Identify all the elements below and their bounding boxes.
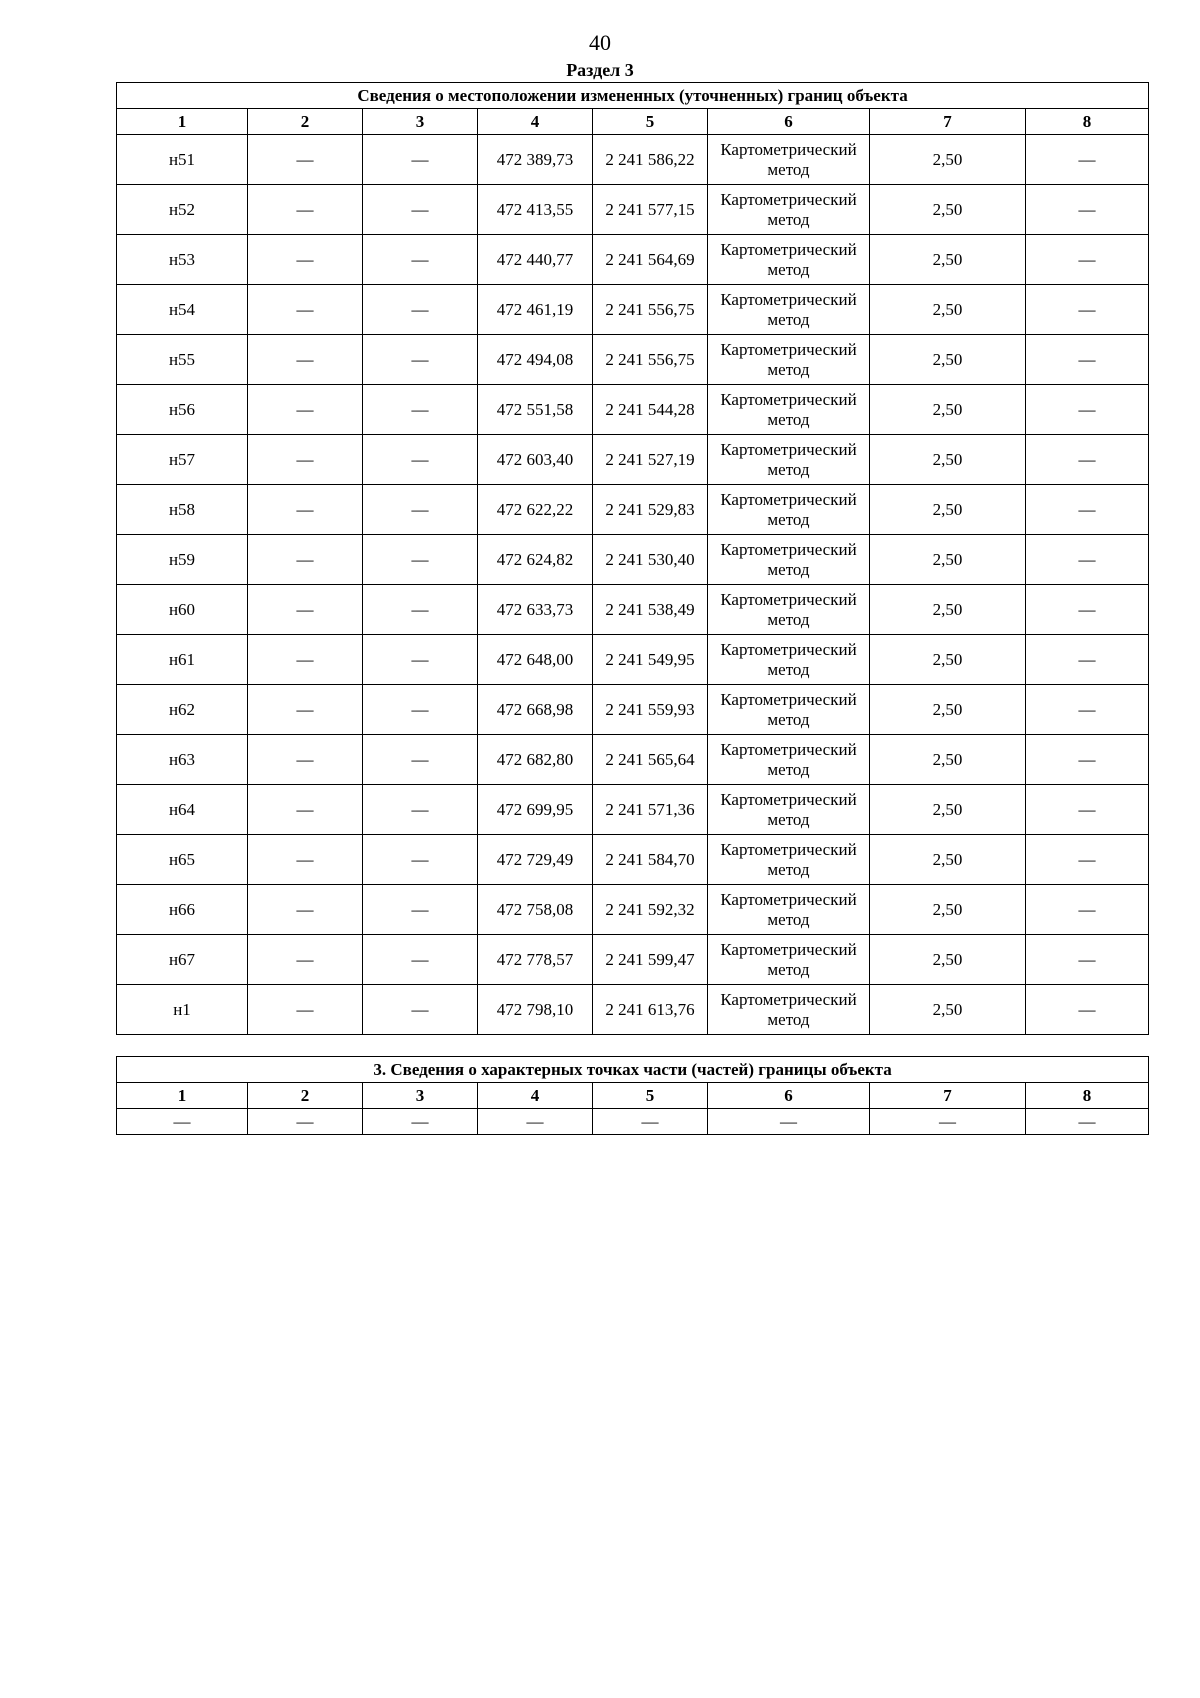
- table-row: [117, 535, 1149, 585]
- method-cell: Картометрический метод: [708, 785, 870, 835]
- method-cell: Картометрический метод: [708, 985, 870, 1035]
- table-caption-row: [117, 1057, 1149, 1083]
- col3-cell: —: [363, 185, 478, 235]
- method-cell: Картометрический метод: [708, 635, 870, 685]
- point-id-cell: н66: [117, 885, 248, 935]
- point-id-cell: н52: [117, 185, 248, 235]
- table-row: [117, 1109, 1149, 1135]
- y-coordinate-cell: 2 241 571,36: [593, 785, 708, 835]
- y-coordinate-cell: 2 241 613,76: [593, 985, 708, 1035]
- column-number-cell: 2: [248, 109, 363, 135]
- col8-cell: —: [1026, 585, 1149, 635]
- point-id-cell: н54: [117, 285, 248, 335]
- col8-cell: —: [1026, 1109, 1149, 1135]
- y-coordinate-cell: 2 241 599,47: [593, 935, 708, 985]
- x-coordinate-cell: 472 699,95: [478, 785, 593, 835]
- point-id-cell: н65: [117, 835, 248, 885]
- method-cell: Картометрический метод: [708, 585, 870, 635]
- col2-cell: —: [248, 1109, 363, 1135]
- y-coordinate-cell: 2 241 527,19: [593, 435, 708, 485]
- table-row: [117, 435, 1149, 485]
- col3-cell: —: [363, 685, 478, 735]
- x-coordinate-cell: 472 682,80: [478, 735, 593, 785]
- col3-cell: —: [363, 285, 478, 335]
- col3-cell: —: [363, 535, 478, 585]
- col2-cell: —: [248, 535, 363, 585]
- y-coordinate-cell: 2 241 586,22: [593, 135, 708, 185]
- col2-cell: —: [248, 135, 363, 185]
- table-row: [117, 835, 1149, 885]
- accuracy-cell: 2,50: [870, 485, 1026, 535]
- table-caption-row: [117, 83, 1149, 109]
- method-cell: Картометрический метод: [708, 935, 870, 985]
- x-coordinate-cell: —: [478, 1109, 593, 1135]
- table-row: [117, 485, 1149, 535]
- column-number-row: [117, 1083, 1149, 1109]
- table-row: [117, 785, 1149, 835]
- point-id-cell: н58: [117, 485, 248, 535]
- col2-cell: —: [248, 985, 363, 1035]
- point-id-cell: н61: [117, 635, 248, 685]
- point-id-cell: —: [117, 1109, 248, 1135]
- col8-cell: —: [1026, 285, 1149, 335]
- table-row: [117, 985, 1149, 1035]
- column-number-cell: 8: [1026, 109, 1149, 135]
- accuracy-cell: 2,50: [870, 535, 1026, 585]
- accuracy-cell: 2,50: [870, 935, 1026, 985]
- section-title: Раздел 3: [566, 60, 634, 80]
- method-cell: Картометрический метод: [708, 685, 870, 735]
- x-coordinate-cell: 472 648,00: [478, 635, 593, 685]
- method-cell: Картометрический метод: [708, 335, 870, 385]
- x-coordinate-cell: 472 494,08: [478, 335, 593, 385]
- method-cell: Картометрический метод: [708, 285, 870, 335]
- x-coordinate-cell: 472 622,22: [478, 485, 593, 535]
- part-points-table: [116, 1056, 1149, 1135]
- accuracy-cell: 2,50: [870, 735, 1026, 785]
- table-caption: 3. Сведения о характерных точках части (частей) границы объекта: [117, 1057, 1149, 1083]
- method-cell: Картометрический метод: [708, 185, 870, 235]
- y-coordinate-cell: 2 241 592,32: [593, 885, 708, 935]
- column-number-cell: 7: [870, 109, 1026, 135]
- accuracy-cell: 2,50: [870, 635, 1026, 685]
- method-cell: Картометрический метод: [708, 435, 870, 485]
- accuracy-cell: 2,50: [870, 985, 1026, 1035]
- method-cell: Картометрический метод: [708, 535, 870, 585]
- col8-cell: —: [1026, 485, 1149, 535]
- column-number-cell: 3: [363, 109, 478, 135]
- col3-cell: —: [363, 385, 478, 435]
- col3-cell: —: [363, 735, 478, 785]
- col8-cell: —: [1026, 335, 1149, 385]
- method-cell: Картометрический метод: [708, 135, 870, 185]
- method-cell: Картометрический метод: [708, 385, 870, 435]
- point-id-cell: н63: [117, 735, 248, 785]
- column-number-cell: 4: [478, 1083, 593, 1109]
- x-coordinate-cell: 472 633,73: [478, 585, 593, 635]
- col8-cell: —: [1026, 535, 1149, 585]
- col2-cell: —: [248, 285, 363, 335]
- y-coordinate-cell: 2 241 564,69: [593, 235, 708, 285]
- column-number-cell: 5: [593, 1083, 708, 1109]
- col8-cell: —: [1026, 885, 1149, 935]
- column-number-cell: 1: [117, 109, 248, 135]
- table-row: [117, 235, 1149, 285]
- col3-cell: —: [363, 785, 478, 835]
- point-id-cell: н1: [117, 985, 248, 1035]
- col2-cell: —: [248, 185, 363, 235]
- col8-cell: —: [1026, 935, 1149, 985]
- col8-cell: —: [1026, 835, 1149, 885]
- x-coordinate-cell: 472 668,98: [478, 685, 593, 735]
- column-number-cell: 6: [708, 109, 870, 135]
- col3-cell: —: [363, 635, 478, 685]
- method-cell: Картометрический метод: [708, 885, 870, 935]
- table-row: [117, 935, 1149, 985]
- accuracy-cell: 2,50: [870, 685, 1026, 735]
- y-coordinate-cell: 2 241 584,70: [593, 835, 708, 885]
- col2-cell: —: [248, 685, 363, 735]
- col2-cell: —: [248, 635, 363, 685]
- col2-cell: —: [248, 785, 363, 835]
- y-coordinate-cell: 2 241 565,64: [593, 735, 708, 785]
- col3-cell: —: [363, 935, 478, 985]
- col3-cell: —: [363, 435, 478, 485]
- accuracy-cell: 2,50: [870, 335, 1026, 385]
- accuracy-cell: 2,50: [870, 585, 1026, 635]
- accuracy-cell: 2,50: [870, 835, 1026, 885]
- point-id-cell: н62: [117, 685, 248, 735]
- y-coordinate-cell: —: [593, 1109, 708, 1135]
- col8-cell: —: [1026, 985, 1149, 1035]
- col2-cell: —: [248, 585, 363, 635]
- col3-cell: —: [363, 335, 478, 385]
- x-coordinate-cell: 472 440,77: [478, 235, 593, 285]
- table-row: [117, 385, 1149, 435]
- y-coordinate-cell: 2 241 556,75: [593, 335, 708, 385]
- column-number-cell: 8: [1026, 1083, 1149, 1109]
- accuracy-cell: 2,50: [870, 885, 1026, 935]
- x-coordinate-cell: 472 758,08: [478, 885, 593, 935]
- col8-cell: —: [1026, 235, 1149, 285]
- x-coordinate-cell: 472 798,10: [478, 985, 593, 1035]
- y-coordinate-cell: 2 241 529,83: [593, 485, 708, 535]
- column-number-cell: 7: [870, 1083, 1026, 1109]
- point-id-cell: н55: [117, 335, 248, 385]
- table-row: [117, 635, 1149, 685]
- col3-cell: —: [363, 585, 478, 635]
- x-coordinate-cell: 472 778,57: [478, 935, 593, 985]
- col8-cell: —: [1026, 435, 1149, 485]
- y-coordinate-cell: 2 241 556,75: [593, 285, 708, 335]
- point-id-cell: н64: [117, 785, 248, 835]
- point-id-cell: н59: [117, 535, 248, 585]
- table-row: [117, 285, 1149, 335]
- y-coordinate-cell: 2 241 544,28: [593, 385, 708, 435]
- x-coordinate-cell: 472 389,73: [478, 135, 593, 185]
- accuracy-cell: 2,50: [870, 285, 1026, 335]
- boundary-coordinates-table: [116, 82, 1149, 1035]
- table-row: [117, 185, 1149, 235]
- column-number-cell: 4: [478, 109, 593, 135]
- column-number-cell: 5: [593, 109, 708, 135]
- col3-cell: —: [363, 885, 478, 935]
- method-cell: Картометрический метод: [708, 235, 870, 285]
- y-coordinate-cell: 2 241 530,40: [593, 535, 708, 585]
- col8-cell: —: [1026, 385, 1149, 435]
- col2-cell: —: [248, 335, 363, 385]
- accuracy-cell: 2,50: [870, 435, 1026, 485]
- col3-cell: —: [363, 135, 478, 185]
- column-number-cell: 2: [248, 1083, 363, 1109]
- table-caption: Сведения о местоположении измененных (уточненных) границ объекта: [117, 83, 1149, 109]
- col3-cell: —: [363, 835, 478, 885]
- accuracy-cell: 2,50: [870, 135, 1026, 185]
- accuracy-cell: 2,50: [870, 235, 1026, 285]
- point-id-cell: н67: [117, 935, 248, 985]
- x-coordinate-cell: 472 624,82: [478, 535, 593, 585]
- col8-cell: —: [1026, 135, 1149, 185]
- col8-cell: —: [1026, 635, 1149, 685]
- method-cell: Картометрический метод: [708, 735, 870, 785]
- col2-cell: —: [248, 485, 363, 535]
- col2-cell: —: [248, 385, 363, 435]
- table-row: [117, 585, 1149, 635]
- col2-cell: —: [248, 435, 363, 485]
- point-id-cell: н56: [117, 385, 248, 435]
- point-id-cell: н51: [117, 135, 248, 185]
- table-row: [117, 735, 1149, 785]
- method-cell: —: [708, 1109, 870, 1135]
- table-row: [117, 135, 1149, 185]
- col8-cell: —: [1026, 185, 1149, 235]
- y-coordinate-cell: 2 241 549,95: [593, 635, 708, 685]
- col8-cell: —: [1026, 685, 1149, 735]
- y-coordinate-cell: 2 241 559,93: [593, 685, 708, 735]
- accuracy-cell: 2,50: [870, 385, 1026, 435]
- x-coordinate-cell: 472 603,40: [478, 435, 593, 485]
- col3-cell: —: [363, 485, 478, 535]
- x-coordinate-cell: 472 461,19: [478, 285, 593, 335]
- page-number: 40: [589, 30, 611, 55]
- point-id-cell: н60: [117, 585, 248, 635]
- col2-cell: —: [248, 835, 363, 885]
- y-coordinate-cell: 2 241 538,49: [593, 585, 708, 635]
- col2-cell: —: [248, 935, 363, 985]
- column-number-cell: 1: [117, 1083, 248, 1109]
- col3-cell: —: [363, 985, 478, 1035]
- accuracy-cell: 2,50: [870, 185, 1026, 235]
- table-row: [117, 685, 1149, 735]
- method-cell: Картометрический метод: [708, 835, 870, 885]
- column-number-row: [117, 109, 1149, 135]
- point-id-cell: н57: [117, 435, 248, 485]
- x-coordinate-cell: 472 413,55: [478, 185, 593, 235]
- y-coordinate-cell: 2 241 577,15: [593, 185, 708, 235]
- x-coordinate-cell: 472 551,58: [478, 385, 593, 435]
- col3-cell: —: [363, 1109, 478, 1135]
- column-number-cell: 3: [363, 1083, 478, 1109]
- x-coordinate-cell: 472 729,49: [478, 835, 593, 885]
- col3-cell: —: [363, 235, 478, 285]
- accuracy-cell: —: [870, 1109, 1026, 1135]
- col8-cell: —: [1026, 785, 1149, 835]
- col2-cell: —: [248, 235, 363, 285]
- col2-cell: —: [248, 735, 363, 785]
- table-row: [117, 335, 1149, 385]
- col2-cell: —: [248, 885, 363, 935]
- accuracy-cell: 2,50: [870, 785, 1026, 835]
- point-id-cell: н53: [117, 235, 248, 285]
- col8-cell: —: [1026, 735, 1149, 785]
- table-row: [117, 885, 1149, 935]
- column-number-cell: 6: [708, 1083, 870, 1109]
- method-cell: Картометрический метод: [708, 485, 870, 535]
